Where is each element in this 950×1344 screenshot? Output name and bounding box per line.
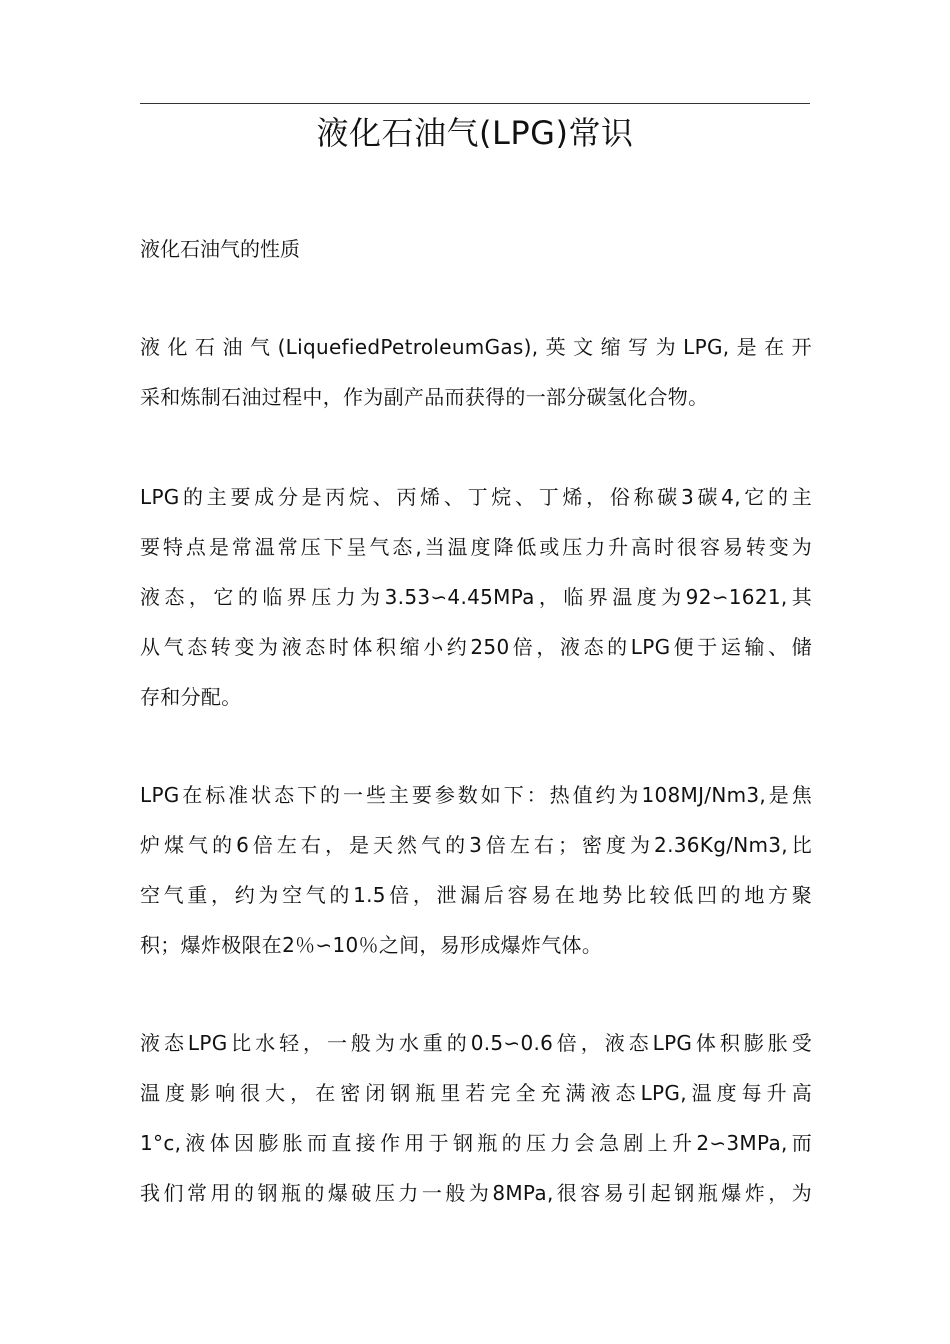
paragraph-line: 炉煤气的6倍左右，是天然气的3倍左右；密度为2.36Kg/Nm3,比	[140, 833, 812, 857]
paragraph-line: 液态，它的临界压力为3.53∽4.45MPa，临界温度为92∽1621,其	[140, 585, 812, 609]
section-heading: 液化石油气的性质	[140, 237, 300, 261]
paragraph-line: 我们常用的钢瓶的爆破压力一般为8MPa,很容易引起钢瓶爆炸，为	[140, 1181, 812, 1205]
paragraph-line: 积；爆炸极限在2％∽10％之间，易形成爆炸气体。	[140, 933, 603, 957]
paragraph-line: LPG在标准状态下的一些主要参数如下：热值约为108MJ/Nm3,是焦	[140, 783, 812, 807]
paragraph-line: 从气态转变为液态时体积缩小约250倍，液态的LPG便于运输、储	[140, 635, 812, 659]
paragraph-liquid-properties	[140, 1018, 812, 1218]
header-rule	[140, 103, 810, 104]
document-title: 液化石油气(LPG)常识	[316, 114, 634, 152]
paragraph-line: LPG的主要成分是丙烷、丙烯、丁烷、丁烯，俗称碳3碳4,它的主	[140, 485, 812, 509]
paragraph-line: 采和炼制石油过程中，作为副产品而获得的一部分碳氢化合物。	[140, 385, 709, 409]
paragraph-composition	[140, 472, 812, 722]
paragraph-line: 要特点是常温常压下呈气态,当温度降低或压力升高时很容易转变为	[140, 535, 812, 559]
paragraph-line: 液化石油气(LiquefiedPetroleumGas),英文缩写为LPG,是在开	[140, 335, 812, 359]
paragraph-line: 空气重，约为空气的1.5倍，泄漏后容易在地势比较低凹的地方聚	[140, 883, 812, 907]
paragraph-parameters	[140, 770, 812, 970]
paragraph-line: 温度影响很大，在密闭钢瓶里若完全充满液态LPG,温度每升高	[140, 1081, 812, 1105]
paragraph-line: 液态LPG比水轻，一般为水重的0.5∽0.6倍，液态LPG体积膨胀受	[140, 1031, 812, 1055]
paragraph-line: 存和分配。	[140, 685, 242, 709]
paragraph-line: 1°c,液体因膨胀而直接作用于钢瓶的压力会急剧上升2∽3MPa,而	[140, 1131, 812, 1155]
paragraph-definition	[140, 322, 812, 422]
